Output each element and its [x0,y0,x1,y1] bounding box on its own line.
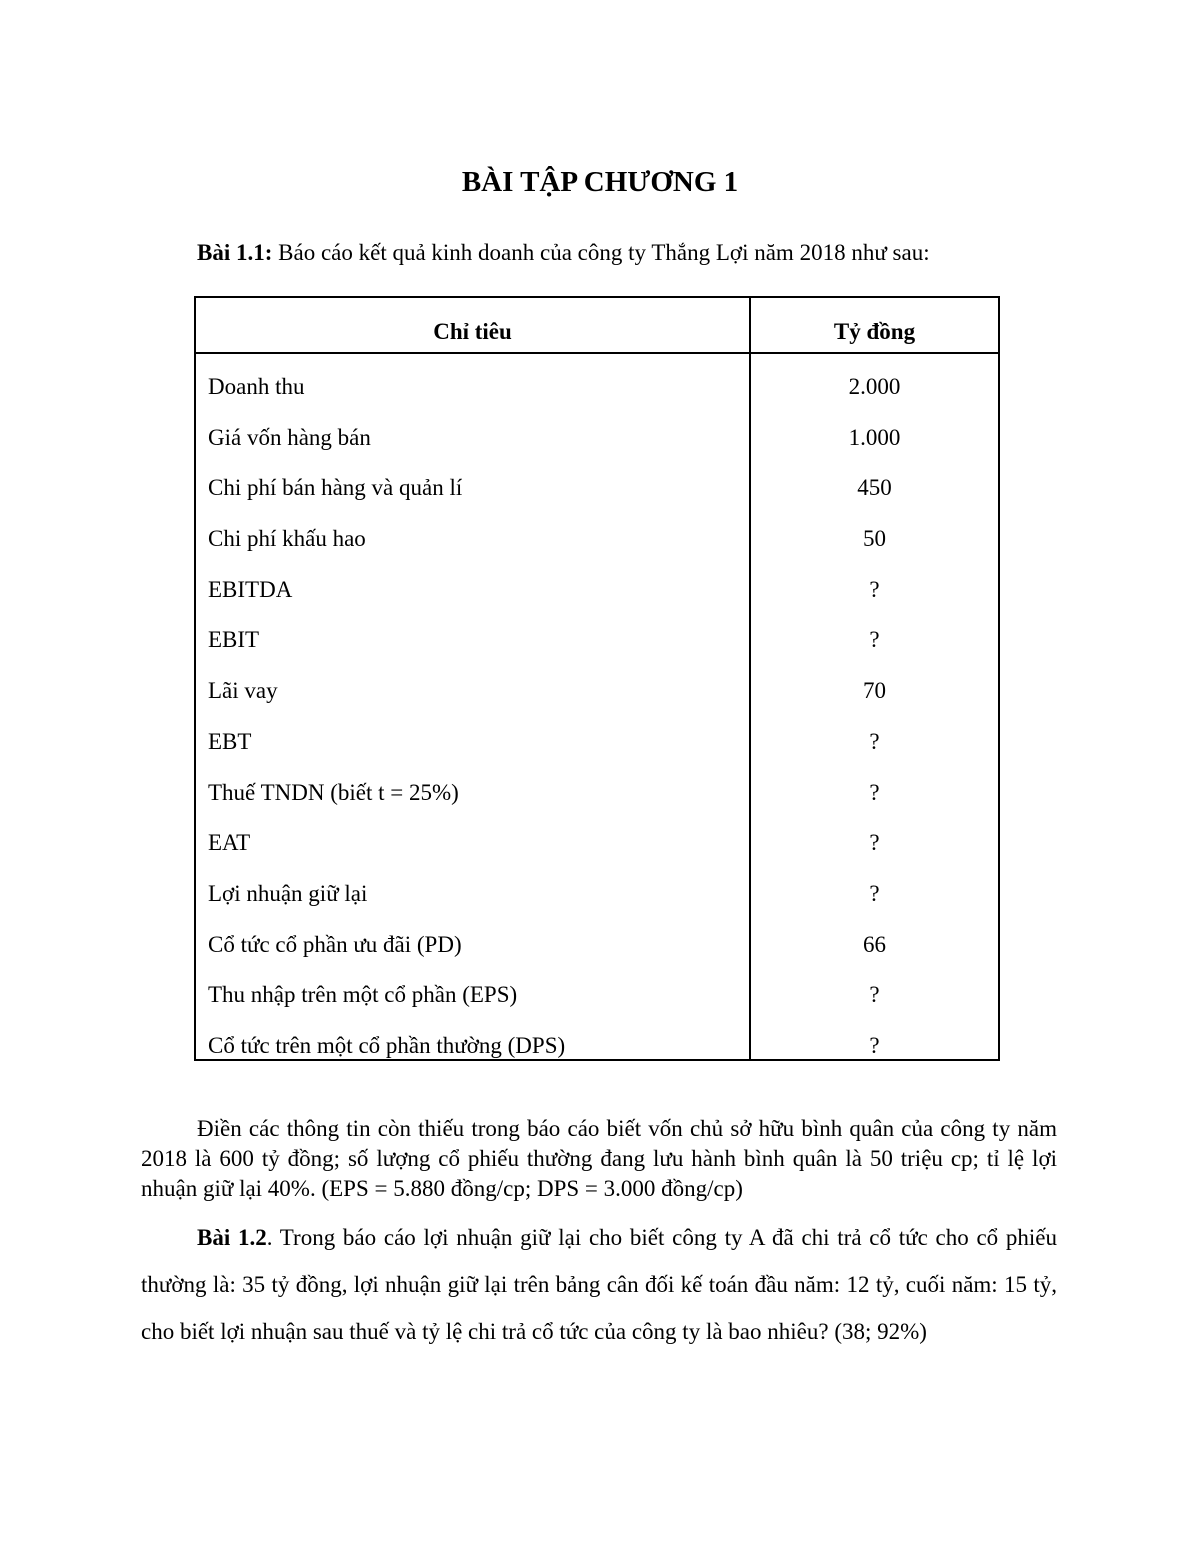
row-value: ? [869,576,880,602]
header-unit: Tỷ đồng [833,319,916,344]
exercise-2-text: . Trong báo cáo lợi nhuận giữ lại cho biết công ty A đã chi trả cổ tức cho cổ phiếu thường là: 35 tỷ đồng, lợi nhuận giữ lại trên bảng cân đối kế toán đầu năm: 12 tỷ, cuối năm: 15 tỷ, cho biết lợi nhuận sau thuế và tỷ lệ chi trả cổ tức của công ty là bao nhiêu? (38; 92%) [141,1225,1057,1344]
row-label: Thuế TNDN (biết t = 25%) [208,779,459,805]
table-row [196,878,998,929]
row-label: Doanh thu [208,374,305,399]
table-row [196,929,998,980]
table-row [196,1030,998,1081]
exercise-1-intro [197,237,1067,269]
table-body [196,371,998,1081]
row-value: ? [869,880,880,906]
row-value: 2.000 [848,374,901,399]
row-value: ? [869,982,880,1008]
table-row [196,422,998,473]
header-rule [196,352,998,354]
row-value: 50 [863,526,886,552]
row-label: Cổ tức trên một cổ phần thường (DPS) [208,1032,566,1058]
row-value: 1.000 [848,424,901,450]
row-label: EBT [208,728,252,754]
exercise-1-task: Điền các thông tin còn thiếu trong báo cáo biết vốn chủ sở hữu bình quân của công ty năm 2018 là 600 tỷ đồng; số lượng cổ phiếu thường đang lưu hành bình quân là 50 triệu cp; tỉ lệ lợi nhuận giữ lại 40%. (EPS = 5.880 đồng/cp; DPS = 3.000 đồng/cp) [141,1116,1057,1201]
table-row [196,523,998,574]
exercise-2 [141,1214,1057,1355]
table-row [196,472,998,523]
row-label: EAT [208,830,251,856]
row-label: Chi phí khấu hao [208,526,366,552]
table-row [196,574,998,625]
row-value: 70 [863,678,886,704]
row-value: ? [869,830,880,856]
income-statement-table [194,296,1000,1061]
row-value: 450 [857,475,892,501]
table-row [196,726,998,777]
row-value: 66 [863,931,886,957]
table-row [196,979,998,1030]
exercise-2-label: Bài 1.2 [197,1225,267,1250]
row-value: ? [869,779,880,805]
row-label: Giá vốn hàng bán [208,424,371,450]
row-label: Lãi vay [208,678,278,704]
row-label: Thu nhập trên một cổ phần (EPS) [208,982,518,1008]
row-label: EBIT [208,627,260,653]
table-row [196,777,998,828]
header-indicator: Chỉ tiêu [433,319,512,344]
table-row [196,675,998,726]
row-label: Lợi nhuận giữ lại [208,880,368,906]
exercise-1-label: Bài 1.1: [197,240,273,265]
page-title: BÀI TẬP CHƯƠNG 1 [461,166,739,198]
table-row [196,371,998,422]
row-value: ? [869,728,880,754]
row-value: ? [869,1032,880,1058]
row-value: ? [869,627,880,653]
row-label: Chi phí bán hàng và quản lí [208,475,463,501]
table-row [196,624,998,675]
row-label: EBITDA [208,576,293,602]
exercise-1-intro-text: Báo cáo kết quả kinh doanh của công ty Thắng Lợi năm 2018 như sau: [272,240,930,265]
table-row [196,827,998,878]
row-label: Cổ tức cổ phần ưu đãi (PD) [208,931,462,957]
